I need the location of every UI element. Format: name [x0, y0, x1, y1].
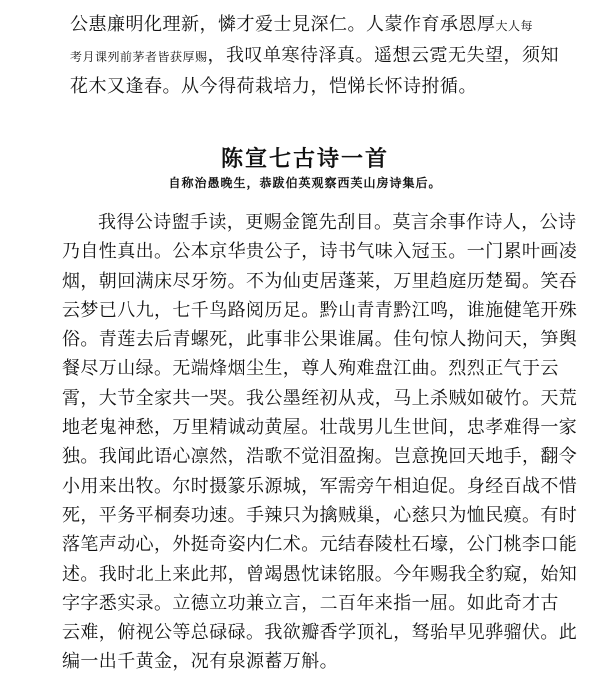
poem-title: 陈宣七古诗一首 [220, 147, 389, 172]
poem-line: 俗。青莲去后青螺死，此事非公果谁属。佳句惊人拗问天，笋舆 [62, 329, 578, 351]
poem-subtitle: 自称治愚晚生，恭跋伯英观察西芙山房诗集后。 [168, 176, 442, 190]
poem-line: 餐尽万山绿。无端烽烟尘生，尊人殉难盘江曲。烈烈正气于云 [62, 358, 559, 380]
poem-line: 云梦已八九，七千鸟路阅历足。黔山青青黔江鸣，谁施健笔开殊 [62, 299, 578, 321]
lead-text-b: ，我叹单寒待泽真。遥想云霓无失望，须知 [207, 45, 560, 66]
lead-note-b: 考月课列前茅者皆获厚赐 [70, 50, 208, 64]
poem-line: 地老鬼神愁，万里精诚动黄屋。壮哉男儿生世间，忠孝难得一家 [62, 417, 578, 439]
poem-line: 述。我时北上来此邦，曾竭愚忱诔铭服。今年赐我全豹窥，始知 [62, 563, 578, 585]
poem-line: 小用来出牧。尔时摄篆乐源城，军需旁午相迫促。身经百战不惜 [62, 475, 578, 497]
poem-line: 霄，大节全家共一哭。我公墨绖初从戎，马上杀贼如破竹。天荒 [62, 387, 578, 409]
lead-text-a: 公惠廉明化理新，憐才爱士見深仁。人蒙作育承恩厚 [70, 14, 496, 35]
poem-line: 我得公诗盥手读，更赐金篦先刮目。莫言余事作诗人，公诗 [98, 212, 577, 233]
poem-line: 乃自性真出。公本京华贵公子，诗书气味入冠玉。一门累叶画凌 [62, 241, 578, 263]
poem-line: 编一出千黄金，况有泉源蓄万斛。 [62, 651, 338, 673]
poem-line: 云难，俯视公等总碌碌。我欲瓣香学顶礼，驽骀早见骅骝伏。此 [62, 622, 578, 644]
poem-line: 字字悉实录。立德立功兼立言，二百年来指一屈。如此奇才古 [62, 592, 559, 614]
poem-line: 落笔声动心，外挺奇姿内仁术。元结春陵杜石壕，公门桃李口能 [62, 534, 578, 556]
poem-line: 独。我闻此语心凛然，浩歌不觉泪盈掬。岂意挽回天地手，翻令 [62, 446, 578, 468]
lead-text-c: 花木又逢春。从今得荷栽培力，恺悌长怀诗拊循。 [70, 76, 477, 97]
poem-line: 烟，朝回满床尽牙笏。不为仙吏居蓬莱，万里趋庭历楚蜀。笑吞 [62, 270, 578, 292]
lead-note-a: 大人每 [495, 19, 534, 33]
poem-body [62, 208, 590, 677]
lead-paragraph [70, 10, 590, 102]
poem-line: 死，平务平桐奏功速。手辣只为擒贼巢，心慈只为恤民瘼。有时 [62, 504, 578, 526]
